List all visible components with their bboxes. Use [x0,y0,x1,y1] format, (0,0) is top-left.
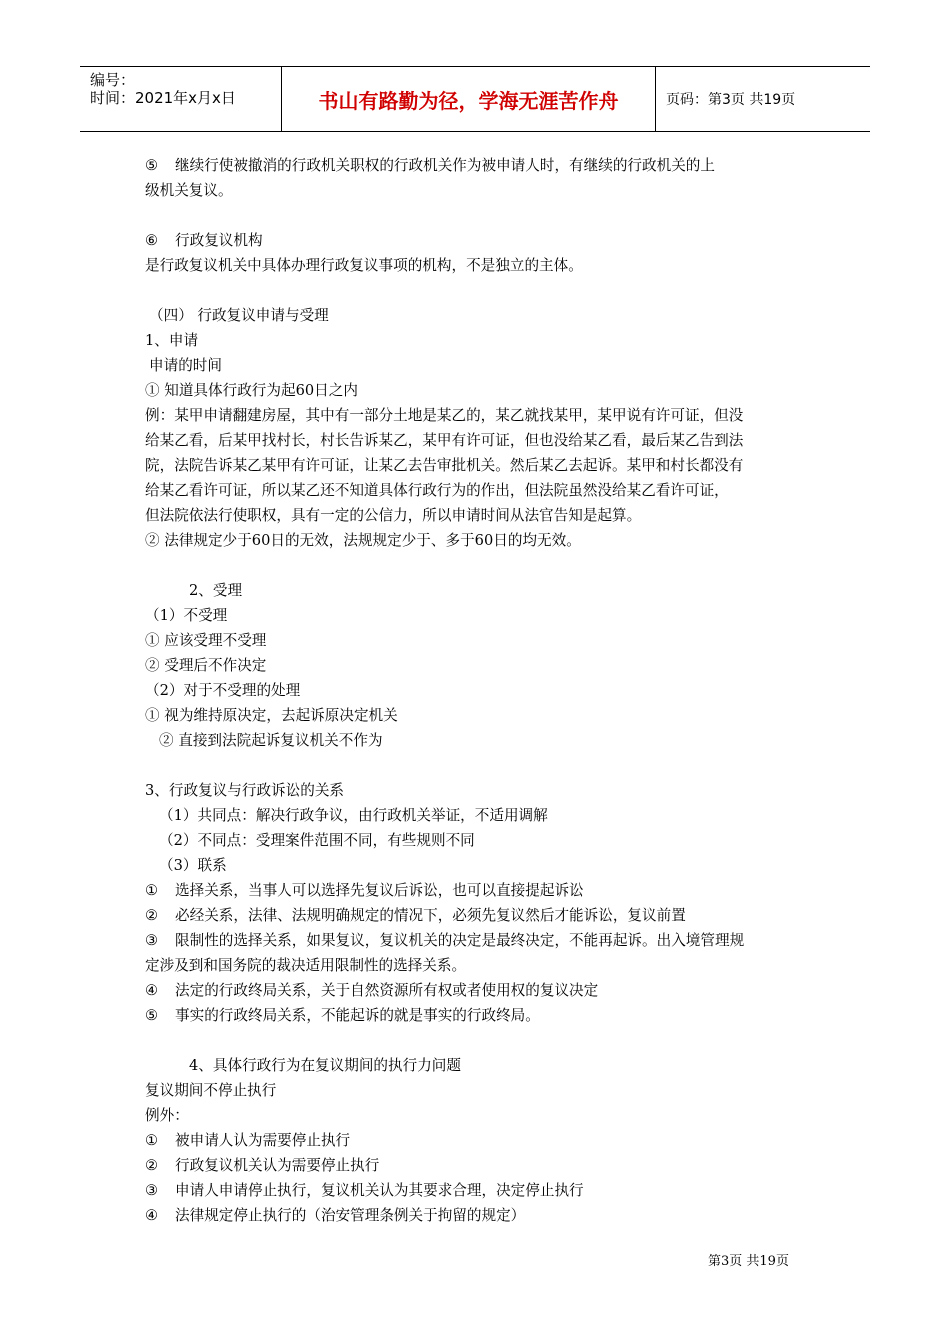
text-line: ① 应该受理不受理 [145,632,267,649]
item-text: 限制性的选择关系，如果复议，复议机关的决定是最终决定，不能再起诉。出入境管理规 [175,932,745,949]
item-number: ⑥ [145,232,159,249]
item-text: 继续行使被撤消的行政机关职权的行政机关作为被申请人时，有继续的行政机关的上 [175,157,715,174]
item-text: 选择关系，当事人可以选择先复议后诉讼，也可以直接提起诉讼 [175,882,584,899]
item-number: ④ [145,1207,159,1224]
paragraph-gap [145,203,810,228]
item-number: ⑤ [145,1007,159,1024]
text-line: 2、受理 [189,582,243,599]
document-body [145,153,810,1228]
text-line: （3）联系 [159,857,227,874]
text-line: 1、申请 [145,332,199,349]
numbered-line [145,1203,810,1228]
item-text: 被申请人认为需要停止执行 [175,1132,351,1149]
item-text: 行政复议机关认为需要停止执行 [175,1157,380,1174]
text-line: 复议期间不停止执行 [145,1082,277,1099]
paragraph-gap [145,753,810,778]
number-label: 编号： [90,71,136,89]
text-line: ① 知道具体行政行为起60日之内 [145,382,358,399]
numbered-line [145,878,810,903]
item-number: ① [145,1132,159,1149]
text-line: 给某乙看许可证，所以某乙还不知道具体行政行为的作出，但法院虽然没给某乙看许可证， [145,482,729,499]
numbered-line [145,153,810,178]
text-line: （2）不同点：受理案件范围不同，有些规则不同 [159,832,475,849]
item-number: ② [145,907,159,924]
text-line: 申请的时间 [149,357,222,374]
item-text: 事实的行政终局关系，不能起诉的就是事实的行政终局。 [175,1007,540,1024]
item-number: ⑤ [145,157,159,174]
text-line: 是行政复议机关中具体办理行政复议事项的机构，不是独立的主体。 [145,257,583,274]
page-footer: 第3页 共19页 [708,1254,789,1269]
time-label: 时间：2021年x月x日 [90,89,236,107]
text-line: （2）对于不受理的处理 [145,682,301,699]
item-text: 行政复议机构 [175,232,263,249]
text-line: 但法院依法行使职权，具有一定的公信力，所以申请时间从法官告知是起算。 [145,507,642,524]
text-line: 例：某甲申请翻建房屋，其中有一部分土地是某乙的，某乙就找某甲，某甲说有许可证，但没 [145,407,744,424]
numbered-line [145,1178,810,1203]
numbered-line [145,1003,810,1028]
text-line: （1）不受理 [145,607,228,624]
header-page-info: 页码：第3页 共19页 [666,92,796,108]
text-line: （四） 行政复议申请与受理 [149,307,329,324]
text-line: 3、行政复议与行政诉讼的关系 [145,782,345,799]
item-number: ④ [145,982,159,999]
text-line: 给某乙看，后某甲找村长，村长告诉某乙，某甲有许可证，但也没给某乙看，最后某乙告到法 [145,432,744,449]
text-line: ② 法律规定少于60日的无效，法规规定少于、多于60日的均无效。 [145,532,581,549]
text-line: 定涉及到和国务院的裁决适用限制性的选择关系。 [145,957,467,974]
numbered-line [145,978,810,1003]
text-line: 级机关复议。 [145,182,233,199]
page-header [80,66,870,132]
paragraph-gap [145,278,810,303]
text-line: 4、具体行政行为在复议期间的执行力问题 [189,1057,461,1074]
item-text: 必经关系，法律、法规明确规定的情况下，必须先复议然后才能诉讼，复议前置 [175,907,686,924]
text-line: ① 视为维持原决定，去起诉原决定机关 [145,707,398,724]
paragraph-gap [145,1028,810,1053]
item-number: ③ [145,932,159,949]
numbered-line [145,928,810,953]
item-number: ② [145,1157,159,1174]
item-text: 法定的行政终局关系，关于自然资源所有权或者使用权的复议决定 [175,982,599,999]
item-number: ① [145,882,159,899]
paragraph-gap [145,553,810,578]
item-text: 法律规定停止执行的（治安管理条例关于拘留的规定） [175,1207,526,1224]
text-line: ② 受理后不作决定 [145,657,267,674]
numbered-line [145,228,810,253]
numbered-line [145,903,810,928]
text-line: 例外： [145,1107,189,1124]
text-line: ② 直接到法院起诉复议机关不作为 [159,732,383,749]
item-text: 申请人申请停止执行，复议机关认为其要求合理，决定停止执行 [175,1182,584,1199]
header-meta [80,67,282,131]
text-line: 院，法院告诉某乙某甲有许可证，让某乙去告审批机关。然后某乙去起诉。某甲和村长都没有 [145,457,744,474]
text-line: （1）共同点：解决行政争议，由行政机关举证，不适用调解 [159,807,548,824]
header-motto: 书山有路勤为径，学海无涯苦作舟 [282,67,656,131]
numbered-line [145,1153,810,1178]
item-number: ③ [145,1182,159,1199]
numbered-line [145,1128,810,1153]
